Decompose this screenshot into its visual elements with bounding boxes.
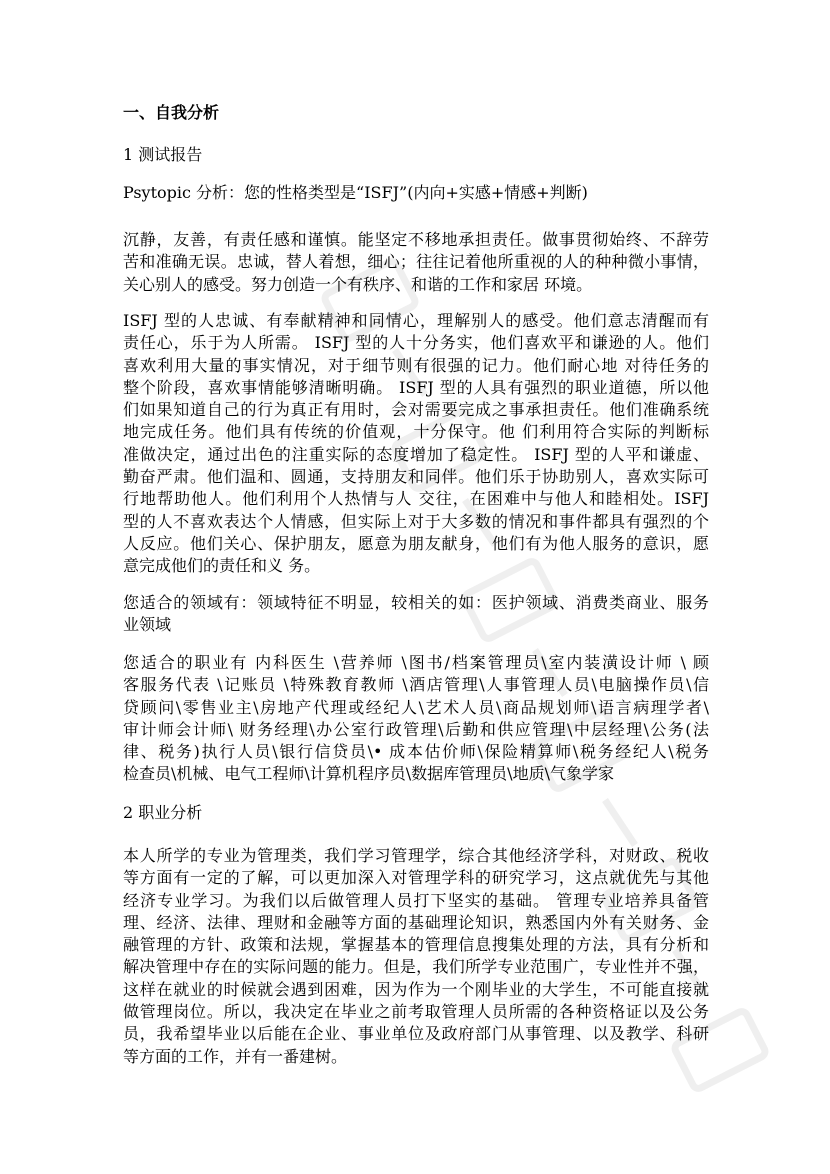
text-line: 关心别人的感受。努力创造一个有秩序、和谐的工作和家居 环境。 bbox=[123, 274, 593, 294]
text-line: 业领域 bbox=[123, 615, 172, 635]
paragraph-suitable-careers bbox=[123, 652, 709, 786]
text-line: 理、经济、法律、理财和金融等方面的基础理论知识，熟悉国内外有关财务、金 bbox=[123, 912, 709, 932]
text-line: 解决管理中存在的实际问题的能力。但是，我们所学专业范围广，专业性并不强， bbox=[123, 957, 709, 977]
text-line: 您适合的职业有 内科医生 \营养师 \图书/档案管理员\室内装潢设计师 \ 顾 bbox=[123, 653, 709, 672]
paragraph-isfj-description bbox=[123, 310, 709, 578]
text-line: 员，我希望毕业以后能在企业、事业单位及政府部门从事管理、以及教学、科研 bbox=[123, 1024, 709, 1044]
text-line: 您适合的领域有：领域特征不明显，较相关的如：医护领域、消费类商业、服务 bbox=[123, 593, 709, 612]
text-line: 们如果知道自己的行为真正有用时，会对需要完成之事承担责任。他们准确系统 bbox=[123, 400, 709, 420]
text-line: 律、税务)执行人员\银行信贷员\• 成本估价师\保险精算师\税务经纪人\税务 bbox=[123, 742, 709, 762]
text-line: 等方面的工作，并有一番建树。 bbox=[123, 1046, 348, 1066]
text-line: ISFJ 型的人忠诚、有奉献精神和同情心，理解别人的感受。他们意志清醒而有 bbox=[123, 311, 709, 330]
text-line: 客服务代表 \记账员 \特殊教育教师 \酒店管理\人事管理人员\电脑操作员\信 bbox=[123, 675, 709, 695]
paragraph-career-analysis bbox=[123, 845, 709, 1068]
text-line: 检查员\机械、电气工程师\计算机程序员\数据库管理员\地质\气象学家 bbox=[123, 764, 614, 784]
text-line: 勤奋严肃。他们温和、圆通，支持朋友和同伴。他们乐于协助别人，喜欢实际可 bbox=[123, 467, 709, 487]
subsection-title-career-analysis: 2 职业分析 bbox=[123, 803, 203, 822]
text-line: 做管理岗位。所以，我决定在毕业之前考取管理人员所需的各种资格证以及公务 bbox=[123, 1002, 709, 1022]
text-line: 本人所学的专业为管理类，我们学习管理学，综合其他经济学科，对财政、税收 bbox=[123, 846, 709, 865]
text-line: 人反应。他们关心、保护朋友，愿意为朋友献身，他们有为他人服务的意识，愿 bbox=[123, 533, 709, 553]
text-line: 整个阶段，喜欢事情能够清晰明确。 ISFJ 型的人具有强烈的职业道德，所以他 bbox=[123, 377, 709, 397]
text-line: 经济专业学习。为我们以后做管理人员打下坚实的基础。 管理专业培养具备管 bbox=[123, 890, 709, 910]
text-line: 型的人不喜欢表达个人情感，但实际上对于大多数的情况和事件都具有强烈的个 bbox=[123, 511, 709, 531]
text-line: 责任心，乐于为人所需。 ISFJ 型的人十分务实，他们喜欢平和谦逊的人。他们 bbox=[123, 333, 709, 353]
text-line: 这样在就业的时候就会遇到困难，因为作为一个刚毕业的大学生，不可能直接就 bbox=[123, 979, 709, 999]
text-line: 行地帮助他人。他们利用个人热情与人 交往，在困难中与他人和睦相处。ISFJ bbox=[123, 489, 709, 509]
paragraph-suitable-fields bbox=[123, 592, 709, 637]
subsection-title-test-report: 1 测试报告 bbox=[123, 145, 203, 164]
text-line: 准做决定，通过出色的注重实际的态度增加了稳定性。 ISFJ 型的人平和谦虚、 bbox=[123, 444, 709, 464]
text-line: 沉静，友善，有责任感和谨慎。能坚定不移地承担责任。做事贯彻始终、不辞劳 bbox=[123, 230, 709, 249]
text-line: 苦和准确无误。忠诚，替人着想，细心；往往记着他所重视的人的种种微小事情， bbox=[123, 252, 709, 272]
text-line: 地完成任务。他们具有传统的价值观，十分保守。他 们利用符合实际的判断标 bbox=[123, 422, 709, 442]
text-line: 意完成他们的责任和义 务。 bbox=[123, 556, 321, 576]
text-line: 等方面有一定的了解，可以更加深入对管理学科的研究学习，这点就优先与其他 bbox=[123, 868, 709, 888]
text-line: 审计师会计师\ 财务经理\办公室行政管理\后勤和供应管理\中层经理\公务(法 bbox=[123, 719, 709, 739]
text-line: 贷顾问\零售业主\房地产代理或经纪人\艺术人员\商品规划师\语言病理学者\ bbox=[123, 697, 709, 717]
paragraph-personality-summary bbox=[123, 229, 709, 296]
personality-type-line: Psytopic 分析：您的性格类型是“ISFJ”(内向+实感+情感+判断) bbox=[123, 183, 588, 202]
text-line: 喜欢利用大量的事实情况，对于细节则有很强的记力。他们耐心地 对待任务的 bbox=[123, 355, 709, 375]
section-heading: 一、自我分析 bbox=[123, 103, 220, 122]
text-line: 融管理的方针、政策和法规，掌握基本的管理信息搜集处理的方法，具有分析和 bbox=[123, 935, 709, 955]
